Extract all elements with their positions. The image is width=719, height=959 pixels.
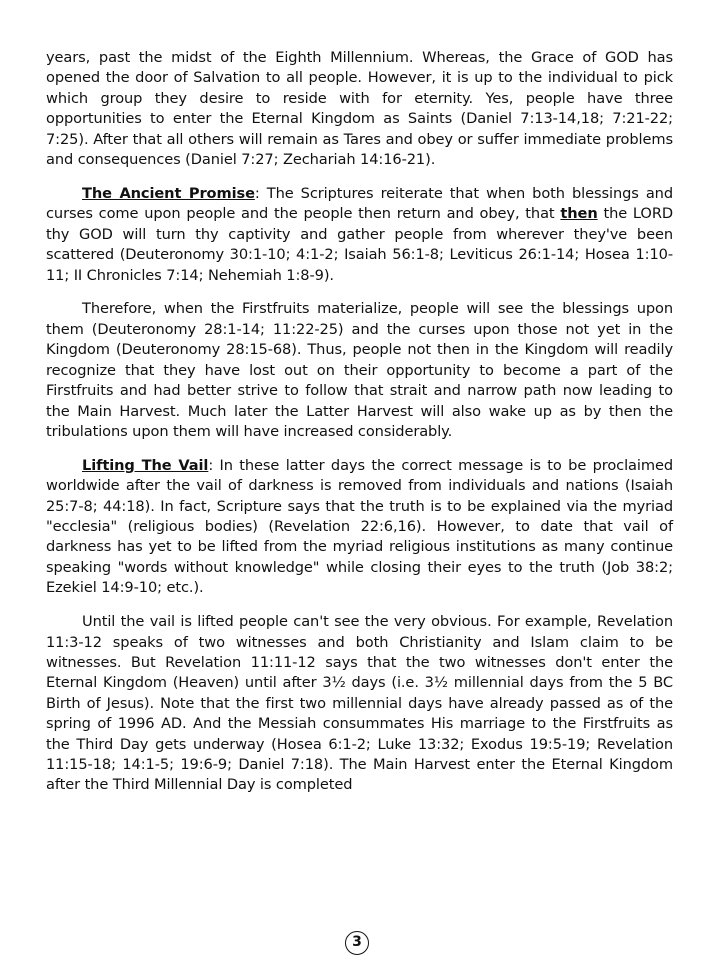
paragraph-text: : The Scriptures reiterate that when both blessings and curses come upon people and the people then return and obey, that (46, 184, 673, 223)
paragraph-lifting-the-vail (46, 456, 673, 599)
paragraph-ancient-promise (46, 184, 673, 286)
section-heading-lifting-the-vail: Lifting The Vail (82, 456, 209, 474)
document-body (46, 48, 673, 809)
paragraph-text: : In these latter days the correct message is to be proclaimed worldwide after the vail of darkness is removed from individuals and nations (Isaiah 25:7-8; 44:18). In fact, Scripture says that the truth is to be explained via the myriad "ecclesia" (religious bodies) (Revelation 22:6,16). However, to date that vail of darkness has yet to be lifted from the myriad religious institutions as many continue speaking "words without knowledge" while closing their eyes to the truth (Job 38:2; Ezekiel 14:9-10; etc.). (46, 456, 673, 597)
paragraph-continuation: years, past the midst of the Eighth Millennium. Whereas, the Grace of GOD has opened the door of Salvation to all people. However, it is up to the individual to pick which group they desire to reside with for eternity. Yes, people have three opportunities to enter the Eternal Kingdom as Saints (Daniel 7:13-14,18; 7:21-22; 7:25). After that all others will remain as Tares and obey or suffer immediate problems and consequences (Daniel 7:27; Zechariah 14:16-21). (46, 49, 673, 169)
emphasis-then: then (560, 205, 598, 223)
paragraph-until-the-vail: Until the vail is lifted people can't see the very obvious. For example, Revelation 11:3-12 speaks of two witnesses and both Christianity and Islam claim to be witnesses. But Revelation 11:11-12 says that the two witnesses don't enter the Eternal Kingdom (Heaven) until after 3½ days (i.e. 3½ millennial days from the 5 BC Birth of Jesus). Note that the first two millennial days have already passed as of the spring of 1996 AD. And the Messiah consummates His marriage to the Firstfruits as the Third Day gets underway (Hosea 6:1-2; Luke 13:32; Exodus 19:5-19; Revelation 11:15-18; 14:1-5; 19:6-9; Daniel 7:18). The Main Harvest enter the Eternal Kingdom after the Third Millennial Day is completed (46, 613, 673, 794)
page-number: 3 (345, 931, 369, 955)
paragraph-firstfruits: Therefore, when the Firstfruits materialize, people will see the blessings upon them (Deuteronomy 28:1-14; 11:22-25) and the curses upon those not yet in the Kingdom (Deuteronomy 28:15-68). Thus, people not then in the Kingdom will readily recognize that they have lost out on their opportunity to become a part of the Firstfruits and had better strive to follow that strait and narrow path now leading to the Main Harvest. Much later the Latter Harvest will also wake up as by then the tribulations upon them will have increased considerably. (46, 300, 673, 440)
paragraph-text: the LORD thy GOD will turn thy captivity and gather people from wherever they've been scattered (Deuteronomy 30:1-10; 4:1-2; Isaiah 56:1-8; Leviticus 26:1-14; Hosea 1:10-11; II Chronicles 7:14; Nehemiah 1:8-9). (46, 205, 673, 284)
section-heading-ancient-promise: The Ancient Promise (82, 184, 255, 202)
